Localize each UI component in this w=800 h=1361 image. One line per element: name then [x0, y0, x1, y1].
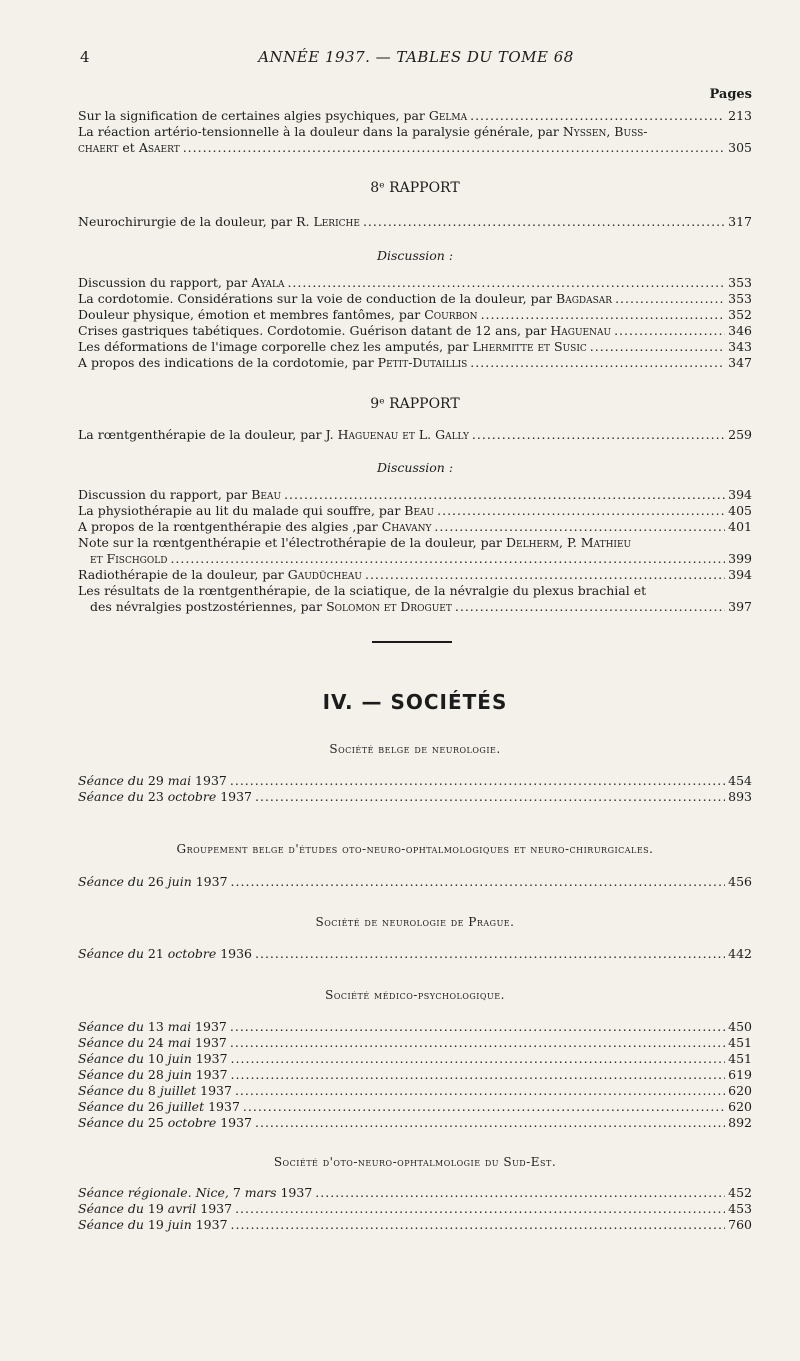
toc-entry: La physiothérapie au lit du malade qui souffre, par Beau ..... 405	[78, 503, 752, 519]
society-sessions	[78, 946, 752, 962]
page-number: 4	[80, 48, 90, 66]
toc-entry: Radiothérapie de la douleur, par Gaudücheau ..... 394	[78, 567, 752, 583]
toc-entry-line: Note sur la rœntgenthérapie et l'électrothérapie de la douleur, par Delherm, P. Mathieu	[78, 535, 632, 550]
rapport-9-heading: 9ᵉ RAPPORT	[370, 396, 460, 412]
session-entry: Séance du 24 mai 1937 ..... 451	[78, 1035, 752, 1051]
toc-entry: et Fischgold ..... 399	[78, 551, 752, 567]
section-divider	[372, 641, 452, 643]
toc-entry: A propos de la rœntgenthérapie des algies ,par Chavany ..... 401	[78, 519, 752, 535]
session-entry: Séance du 19 juin 1937 ..... 760	[78, 1217, 752, 1233]
rapport-9-discussion	[78, 487, 752, 615]
toc-entry-line: Les résultats de la rœntgenthérapie, de la sciatique, de la névralgie du plexus brachial et	[78, 583, 647, 598]
toc-entry: chaert et Asaert ..... 305	[78, 140, 752, 156]
session-entry: Séance du 13 mai 1937 ..... 450	[78, 1019, 752, 1035]
section-title: IV. — SOCIÉTÉS	[322, 690, 508, 714]
session-entry: Séance du 26 juillet 1937 ..... 620	[78, 1099, 752, 1115]
society-title: Société de neurologie de Prague.	[315, 915, 515, 929]
toc-entry: A propos des indications de la cordotomie, par Petit-Dutaillis ..... 347	[78, 355, 752, 371]
session-entry: Séance du 29 mai 1937 ..... 454	[78, 773, 752, 789]
session-entry: Séance du 21 octobre 1936 ..... 442	[78, 946, 752, 962]
session-entry: Séance du 28 juin 1937 ..... 619	[78, 1067, 752, 1083]
pages-column-label: Pages	[709, 87, 752, 102]
page-header	[80, 48, 752, 72]
rapport-8-discussion	[78, 275, 752, 371]
society-sessions	[78, 773, 752, 805]
toc-entry: Discussion du rapport, par Beau ..... 394	[78, 487, 752, 503]
session-entry: Séance du 8 juillet 1937 ..... 620	[78, 1083, 752, 1099]
society-sessions	[78, 1019, 752, 1131]
society-sessions	[78, 1185, 752, 1233]
session-entry: Séance du 23 octobre 1937 ..... 893	[78, 789, 752, 805]
rapport-8-discussion-heading: Discussion :	[376, 248, 454, 263]
running-title: ANNÉE 1937. — TABLES DU TOME 68	[258, 48, 574, 66]
toc-entry: Crises gastriques tabétiques. Cordotomie. Guérison datant de 12 ans, par Haguenau ..... 346	[78, 323, 752, 339]
toc-entry: La rœntgenthérapie de la douleur, par J. Haguenau et L. Gally ..... 259	[78, 427, 752, 443]
rapport-9-discussion-heading: Discussion :	[376, 460, 454, 475]
society-title: Société belge de neurologie.	[329, 742, 501, 756]
session-entry: Séance régionale. Nice, 7 mars 1937 ..... 452	[78, 1185, 752, 1201]
society-title: Société médico-psychologique.	[325, 988, 505, 1002]
society-title: Groupement belge d'études oto-neuro-ophtalmologiques et neuro-chirurgicales.	[176, 842, 654, 856]
toc-entry-line: La réaction artério-tensionnelle à la douleur dans la paralysie générale, par Nyssen, Buss-	[78, 124, 648, 139]
session-entry: Séance du 10 juin 1937 ..... 451	[78, 1051, 752, 1067]
toc-entry: Neurochirurgie de la douleur, par R. Leriche ..... 317	[78, 214, 752, 230]
society-sessions	[78, 874, 752, 890]
toc-entry: Douleur physique, émotion et membres fantômes, par Courbon ..... 352	[78, 307, 752, 323]
toc-entry: Les déformations de l'image corporelle chez les amputés, par Lhermitte et Susic ..... 343	[78, 339, 752, 355]
society-title: Société d'oto-neuro-ophtalmologie du Sud-Est.	[273, 1155, 557, 1169]
session-entry: Séance du 19 avril 1937 ..... 453	[78, 1201, 752, 1217]
session-entry: Séance du 25 octobre 1937 ..... 892	[78, 1115, 752, 1131]
entries-block-1	[78, 108, 752, 156]
toc-entry: Discussion du rapport, par Ayala ..... 353	[78, 275, 752, 291]
toc-entry: des névralgies postzostériennes, par Solomon et Droguet ..... 397	[78, 599, 752, 615]
toc-entry: Sur la signification de certaines algies psychiques, par Gelma ..... 213	[78, 108, 752, 124]
rapport-8-heading: 8ᵉ RAPPORT	[370, 180, 460, 196]
rapport-9-main	[78, 427, 752, 443]
rapport-8-main	[78, 214, 752, 230]
session-entry: Séance du 26 juin 1937 ..... 456	[78, 874, 752, 890]
toc-entry: La cordotomie. Considérations sur la voie de conduction de la douleur, par Bagdasar ..... 353	[78, 291, 752, 307]
